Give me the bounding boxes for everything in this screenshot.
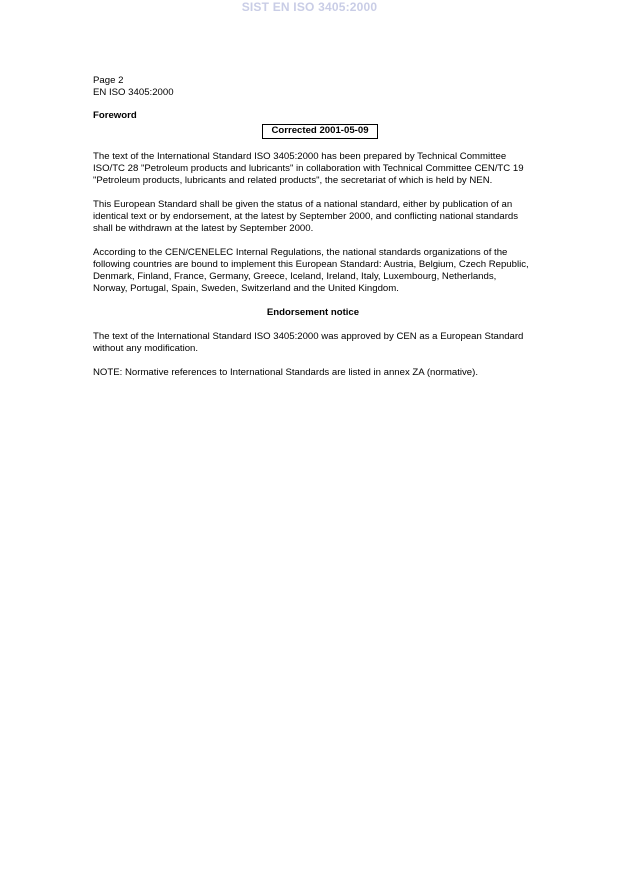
endorsement-paragraph: The text of the International Standard ISO 3405:2000 was approved by CEN as a European Standard without any modification.	[93, 331, 524, 354]
corrected-notice	[93, 124, 533, 139]
document-page	[93, 75, 533, 391]
watermark: SIST EN ISO 3405:2000	[241, 0, 378, 14]
foreword-heading: Foreword	[93, 110, 137, 121]
page-number: Page 2	[93, 75, 124, 86]
foreword-paragraph-1: The text of the International Standard ISO 3405:2000 has been prepared by Technical Committee ISO/TC 28 "Petroleum products and lubricants" in collaboration with Technical Committee CEN/TC 19 "Petroleum products, lubricants and related products", the secretariat of which is held by NEN.	[93, 151, 524, 186]
document-id: EN ISO 3405:2000	[93, 87, 174, 98]
normative-note: NOTE: Normative references to International Standards are listed in annex ZA (normative).	[93, 367, 478, 378]
corrected-date-box: Corrected 2001-05-09	[262, 124, 377, 139]
foreword-paragraph-3: According to the CEN/CENELEC Internal Regulations, the national standards organizations of the following countries are bound to implement this European Standard: Austria, Belgium, Czech Republic, Denmark, Finland, France, Germany, Greece, Iceland, Ireland, Italy, Luxembourg, Netherlands, Norway, Portugal, Spain, Sweden, Switzerland and the United Kingdom.	[93, 247, 529, 294]
endorsement-heading: Endorsement notice	[266, 307, 360, 318]
foreword-paragraph-2: This European Standard shall be given the status of a national standard, either by publication of an identical text or by endorsement, at the latest by September 2000, and conflicting national standards shall be withdrawn at the latest by September 2000.	[93, 199, 519, 234]
